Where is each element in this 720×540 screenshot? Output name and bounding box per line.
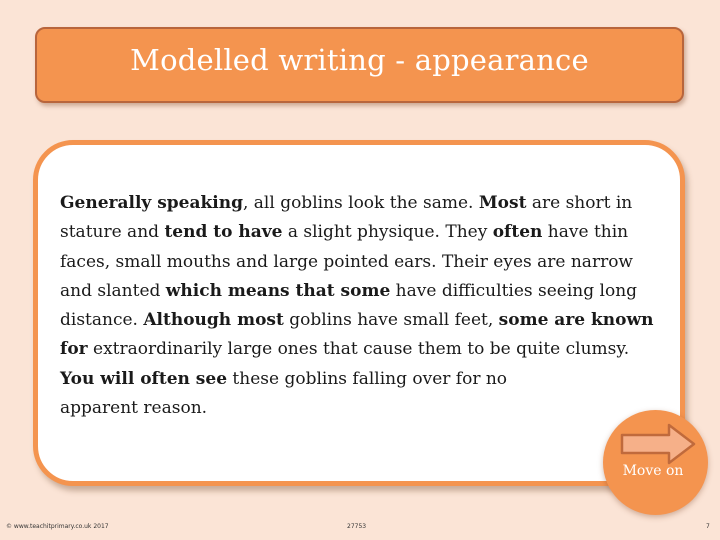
move-on-label: Move on: [622, 463, 684, 479]
page-number: 7: [706, 523, 710, 530]
title-banner: [35, 27, 684, 103]
text-card: [33, 140, 685, 486]
connective-you-will-often-see: You will often see: [60, 368, 228, 389]
connective-some-are-known-for: some are known for: [60, 310, 654, 360]
move-on-button[interactable]: [603, 410, 708, 515]
connective-tend-to-have: tend to have: [164, 222, 283, 243]
connective-often: often: [492, 222, 543, 243]
copyright-footer: © www.teachitprimary.co.uk 2017: [6, 523, 109, 530]
connective-although-most: Although most: [143, 310, 284, 331]
resource-id: 27753: [347, 523, 367, 530]
connective-generally-speaking: Generally speaking: [60, 193, 243, 213]
connective-which-means: which means that some: [165, 280, 391, 301]
modelled-writing-passage: Generally speaking, all goblins look the same. Most are short in stature and tend to have a slight physique. They often have thin faces, small mouths and large pointed ears. Their eyes are narrow and slanted which means that some have difficulties seeing long distance. Although most goblins have small feet, some are known for extraordinarily large ones that cause them to be quite clumsy. You will often see these goblins falling over for no apparent reason.: [60, 193, 654, 419]
page-title: Modelled writing - appearance: [130, 43, 589, 77]
connective-most: Most: [478, 193, 527, 213]
arrow-right-icon: [619, 422, 697, 466]
